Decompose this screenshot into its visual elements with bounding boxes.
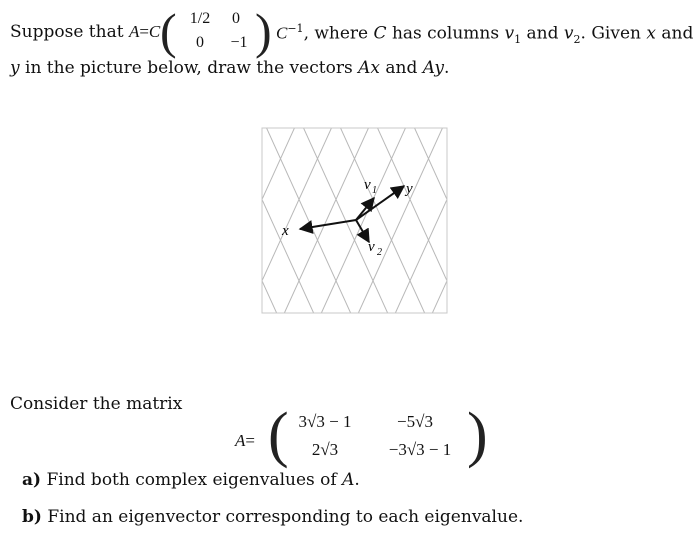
matrix1-a12: 0 [232,10,240,27]
A-symbol: A [128,22,140,41]
grid-line [40,118,133,323]
grid-line [206,118,299,323]
v1-subscript: 1 [514,33,522,47]
grid-line [669,118,700,323]
grid-line [299,118,392,323]
grid-line [521,118,614,323]
matrix1-right-paren: ) [255,3,272,59]
grid-line [410,118,503,323]
inverse-exponent: −1 [287,22,304,35]
grid-line [502,118,595,323]
and3-text: and [385,58,418,78]
matrix2-a12: −5√3 [397,412,433,431]
equals-sign: = [139,22,149,41]
grid-line [576,118,669,323]
grid-line [21,118,114,323]
intro-text: Suppose that [10,22,124,42]
part-a-text: Find both complex eigenvalues of [46,470,337,490]
has-columns-text: has columns [391,23,500,44]
grid-line [151,118,244,323]
label-y: y [406,181,413,197]
grid-line [632,118,700,323]
grid-line [0,118,22,323]
x-variable: x [646,23,656,44]
grid-line [465,118,558,323]
grid-line [77,118,170,323]
problem2-intro: Consider the matrix [10,394,183,414]
grid-line [595,118,688,323]
grid-line [132,118,225,323]
grid-line [0,118,40,323]
grid-line [373,118,466,323]
line2-text: in the picture below, draw the vectors [25,58,353,78]
grid-line [114,118,207,323]
grid-line [558,118,651,323]
grid-line [484,118,577,323]
v2-symbol: v [563,23,574,44]
part-a-label: a) [22,470,42,490]
part-a-period: . [354,470,360,490]
grid-line [428,118,521,323]
y-variable: y [10,58,20,78]
matrix2-a11: 3√3 − 1 [298,412,352,431]
part-a-A: A [342,470,355,490]
given-text: . Given [580,23,641,44]
grid-line [0,118,59,323]
problem2-A-label [235,431,255,451]
matrix2-left-paren: ( [268,401,289,469]
and-text: and [526,23,559,44]
label-v1: v [364,177,371,193]
part-b-label: b) [22,507,42,527]
matrix1-a11: 1/2 [189,10,211,27]
matrix2-a21: 2√3 [311,440,339,459]
grid-line [58,118,151,323]
Ax-text: Ax [358,58,380,78]
matrix2-a22: −3√3 − 1 [388,440,452,459]
label-v2-sub: 2 [377,247,382,258]
where-text: , where [303,23,369,44]
grid-line [317,118,410,323]
label-v1-sub: 1 [372,185,377,196]
part-b-text: Find an eigenvector corresponding to each eigenvalue. [47,507,524,527]
matrix1-a21: 0 [196,34,204,51]
matrix1-left-paren: ( [160,3,177,59]
grid-line [0,118,3,323]
grid-line [262,118,355,323]
label-x: x [282,223,289,239]
grid-line [539,118,632,323]
grid-line [447,118,540,323]
grid-line [169,118,262,323]
C-inverse: C [276,23,288,43]
C-word: C [373,23,387,44]
grid-line [354,118,447,323]
grid-line [0,118,77,323]
grid-line [391,118,484,323]
line2-period: . [443,58,450,78]
and2-text: and [661,23,694,44]
grid-line [243,118,336,323]
part-a [22,470,360,490]
grid-line [613,118,700,323]
label-v2: v [368,239,375,255]
matrix1-a22: −1 [230,34,248,51]
grid-line [280,118,373,323]
v2-subscript: 2 [573,33,581,47]
Ay-text: Ay [422,58,444,78]
problem2-equals: = [245,431,255,450]
problem2-A-symbol: A [235,431,246,450]
v1-symbol: v [504,23,515,44]
grid-line [3,118,96,323]
C-symbol: C [148,22,161,41]
grid-line [95,118,188,323]
matrix2-right-paren: ) [467,401,488,469]
grid-line [225,118,318,323]
grid-line [188,118,281,323]
part-b [22,507,523,527]
